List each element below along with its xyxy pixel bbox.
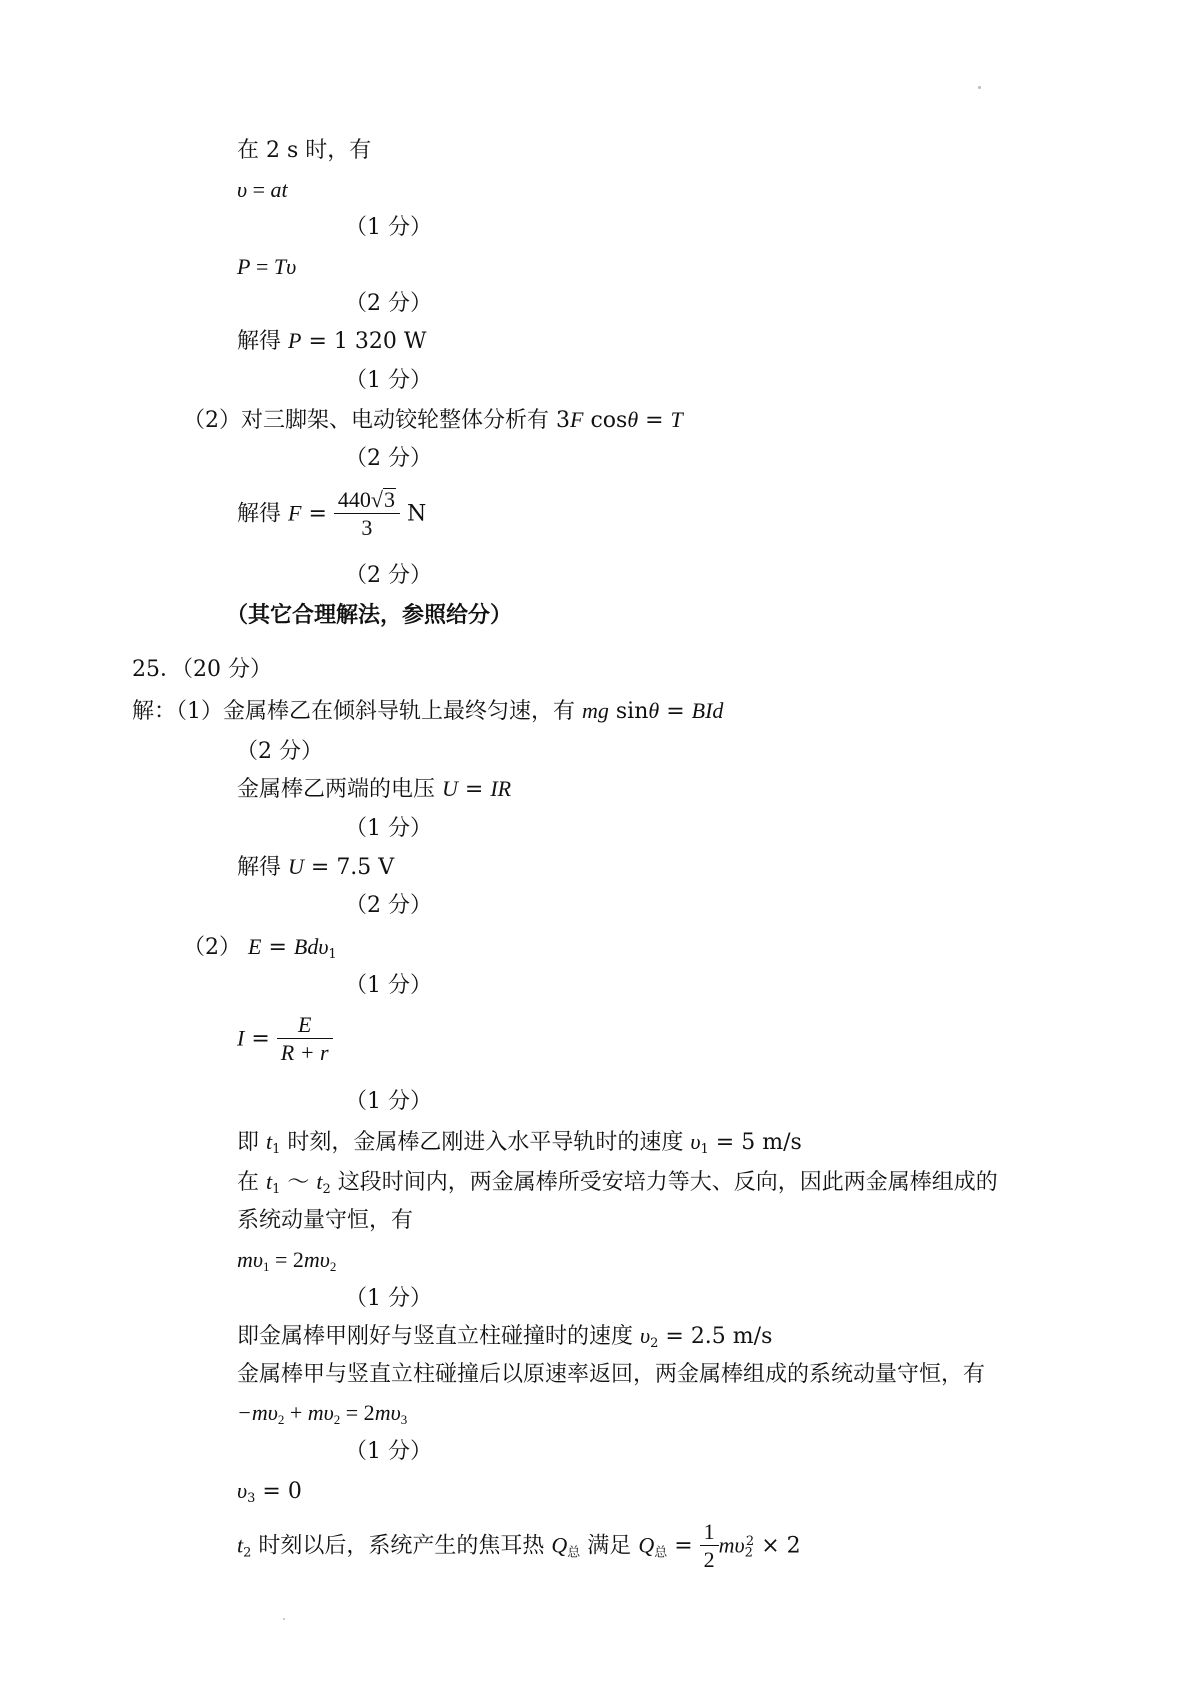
subscript: 3 <box>247 1491 256 1506</box>
symbol-p: P <box>288 328 302 353</box>
score-text: （2 分） <box>345 446 432 471</box>
line-text: ～ <box>280 1170 317 1195</box>
symbol-v: υ <box>237 177 248 202</box>
result-prefix: 解得 <box>237 855 288 880</box>
rhs: Bdυ <box>293 934 329 959</box>
q25-part1-equilibrium <box>132 697 723 726</box>
value: 0 <box>287 1479 302 1504</box>
numerator <box>334 487 400 513</box>
score-text: （1 分） <box>345 973 432 998</box>
symbol-t: t <box>316 1169 323 1194</box>
superscript: 2 <box>745 1533 755 1549</box>
score-mark <box>345 1285 432 1313</box>
result-force <box>237 487 426 542</box>
note-text: （其它合理解法，参照给分） <box>226 602 513 628</box>
equals: = <box>301 329 334 354</box>
denominator: R + r <box>277 1038 333 1067</box>
score-mark <box>345 892 432 920</box>
score-mark <box>345 972 432 1000</box>
part-label: （2） <box>183 935 248 960</box>
subscript: 总 <box>567 1545 581 1561</box>
score-text: （2 分） <box>345 291 432 316</box>
symbol-i: I <box>237 1025 245 1051</box>
equals: = 2 <box>340 1400 375 1425</box>
term: mυ <box>307 1400 334 1425</box>
symbol-f: F <box>570 407 584 432</box>
line-text: 金属棒乙两端的电压 <box>237 777 442 802</box>
multiplier: × 2 <box>754 1533 801 1559</box>
value: 2.5 m/s <box>690 1324 773 1349</box>
symbol-f: F <box>288 500 302 526</box>
result-prefix: 解得 <box>237 329 288 354</box>
term: mυ <box>237 1247 263 1272</box>
line-text: 系统动量守恒，有 <box>237 1208 414 1233</box>
line-at-2s <box>237 137 371 165</box>
symbol-theta: θ <box>648 698 660 723</box>
part2-tripod-analysis <box>183 406 683 435</box>
symbol-t: t <box>237 1532 244 1558</box>
line-text: 金属棒甲与竖直立柱碰撞后以原速率返回，两金属棒组成的系统动量守恒，有 <box>237 1362 986 1387</box>
radicand: 3 <box>383 487 395 512</box>
score-text: （1 分） <box>345 1439 432 1464</box>
q25-joule-heat <box>237 1519 801 1574</box>
symbol-mg: mg <box>582 698 609 723</box>
cos: cos <box>583 408 628 433</box>
symbol-q: Q <box>638 1532 655 1558</box>
score-mark <box>345 367 432 395</box>
subscript: 2 <box>333 1412 341 1427</box>
equals: = <box>255 1479 288 1504</box>
symbol-u: U <box>288 854 304 879</box>
symbol-theta: θ <box>627 407 639 432</box>
equals: = <box>303 855 337 880</box>
q25-momentum-eq1 <box>237 1246 336 1274</box>
equals: = <box>244 1026 277 1052</box>
subscript: 3 <box>400 1412 408 1427</box>
subscript: 2 <box>650 1336 659 1351</box>
term: mυ <box>718 1532 745 1558</box>
result-prefix: 解得 <box>237 501 288 527</box>
equals: = <box>247 177 271 202</box>
subscript: 2 <box>744 1545 753 1561</box>
unit: N <box>399 501 427 527</box>
term: −mυ <box>237 1400 278 1425</box>
score-text: （1 分） <box>345 816 432 841</box>
question-title: 25．（20 分） <box>132 657 272 682</box>
q25-part2-emf <box>183 933 337 962</box>
fraction-half <box>700 1519 719 1574</box>
subscript: 1 <box>272 1142 281 1157</box>
term: mυ <box>303 1247 330 1272</box>
equals: = <box>638 408 671 433</box>
subscript: 2 <box>329 1259 337 1274</box>
score-mark <box>345 445 432 473</box>
symbol-p: P <box>237 254 251 279</box>
q25-speed-v1 <box>237 1128 802 1157</box>
equals: = <box>659 699 692 724</box>
score-text: （2 分） <box>345 893 432 918</box>
symbol-t: t <box>266 1129 273 1154</box>
q25-v3-zero <box>237 1477 302 1506</box>
symbol-q: Q <box>551 1532 568 1558</box>
fraction <box>277 1012 333 1067</box>
line-text: 满足 <box>580 1533 639 1559</box>
symbol-u: U <box>442 776 458 801</box>
line-text: 时刻，金属棒乙刚进入水平导轨时的速度 <box>280 1130 691 1155</box>
score-mark <box>345 1088 432 1116</box>
equals: = <box>261 935 294 960</box>
term: mυ <box>374 1400 401 1425</box>
coefficient: 3 <box>556 408 570 433</box>
question-25-heading <box>132 656 272 684</box>
score-mark <box>345 214 432 242</box>
subscript: 1 <box>328 947 337 962</box>
equals: = <box>457 777 491 802</box>
score-text: （2 分） <box>345 563 432 588</box>
subscript: 1 <box>700 1142 709 1157</box>
rhs: IR <box>490 776 512 801</box>
rhs: at <box>270 177 288 202</box>
equals: = 2 <box>269 1247 304 1272</box>
symbol-t: t <box>266 1169 273 1194</box>
q25-interval-analysis <box>237 1168 998 1197</box>
line-text: 在 <box>237 1170 266 1195</box>
score-mark <box>345 815 432 843</box>
q25-current-formula <box>237 1012 333 1067</box>
subscript: 总 <box>654 1545 668 1561</box>
q25-momentum-eq2 <box>237 1399 407 1427</box>
fraction <box>334 487 400 542</box>
result-power <box>237 327 426 356</box>
result-value: 1 320 W <box>333 329 427 354</box>
sin: sin <box>608 699 649 724</box>
scan-speck <box>283 1618 285 1620</box>
symbol-v: υ <box>237 1478 248 1503</box>
sqrt-sign: √ <box>370 487 383 512</box>
result-value: 7.5 V <box>336 855 395 880</box>
numerator: 1 <box>703 1519 715 1544</box>
score-text: （1 分） <box>345 215 432 240</box>
part-text: 解：（1）金属棒乙在倾斜导轨上最终匀速，有 <box>132 699 582 724</box>
rhs: BId <box>691 698 724 723</box>
subscript: 2 <box>322 1182 331 1197</box>
score-mark <box>345 562 432 590</box>
equals: = <box>708 1130 742 1155</box>
equals: = <box>658 1324 691 1349</box>
equals: = <box>250 254 274 279</box>
symbol-e: E <box>248 934 262 959</box>
part-text: （2）对三脚架、电动铰轮整体分析有 <box>183 408 556 433</box>
scan-speck <box>978 86 981 89</box>
symbol-t: T <box>670 407 683 432</box>
line-text: 时刻以后，系统产生的焦耳热 <box>251 1533 552 1559</box>
symbol-v: υ <box>690 1129 701 1154</box>
line-text: 这段时间内，两金属棒所受安培力等大、反向，因此两金属棒组成的 <box>330 1170 998 1195</box>
subscript: 2 <box>277 1412 285 1427</box>
score-text: （2 分） <box>236 739 323 764</box>
q25-result-voltage <box>237 853 394 882</box>
q25-collision-return <box>237 1361 985 1389</box>
line-text: 在 2 s 时，有 <box>237 138 372 163</box>
symbol-v: υ <box>640 1323 651 1348</box>
numerator-value: 440 <box>337 487 371 512</box>
equals: = <box>667 1533 700 1559</box>
subscript: 2 <box>243 1545 252 1561</box>
subscript: 1 <box>263 1259 270 1274</box>
q25-voltage <box>237 775 511 804</box>
q25-momentum-conserved <box>237 1207 413 1235</box>
score-text: （1 分） <box>345 1286 432 1311</box>
line-text: 即金属棒甲刚好与竖直立柱碰撞时的速度 <box>237 1324 640 1349</box>
plus: + <box>284 1400 308 1425</box>
rhs: Tυ <box>273 254 297 279</box>
formula-v-at <box>237 176 288 204</box>
formula-p-tv <box>237 253 296 281</box>
line-text: 即 <box>237 1130 266 1155</box>
score-text: （1 分） <box>345 368 432 393</box>
numerator: E <box>297 1012 312 1037</box>
score-mark <box>345 1438 432 1466</box>
value: 5 m/s <box>741 1130 802 1155</box>
denominator: 2 <box>700 1545 719 1574</box>
denominator: 3 <box>334 513 400 542</box>
score-mark <box>236 738 323 766</box>
subscript: 1 <box>272 1182 281 1197</box>
note-alternative-methods <box>226 601 512 629</box>
q25-speed-v2 <box>237 1322 772 1351</box>
score-text: （1 分） <box>345 1089 432 1114</box>
equals: = <box>301 501 334 527</box>
score-mark <box>345 290 432 318</box>
